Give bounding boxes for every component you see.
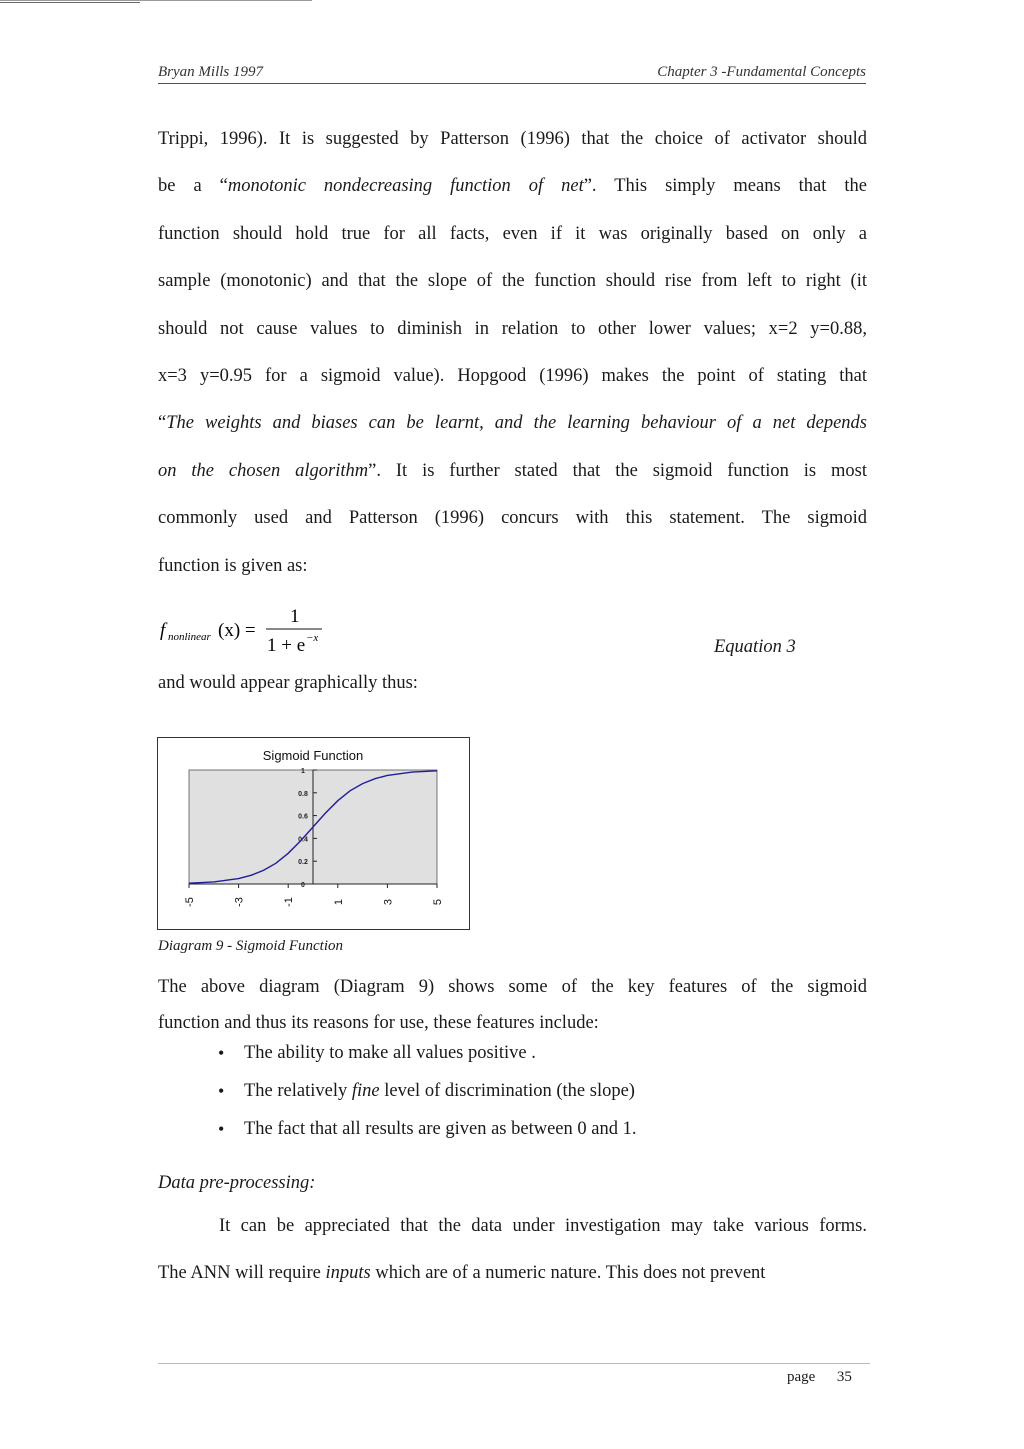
text-line: be a “monotonic nondecreasing function of net”. This simply means that the: [158, 176, 867, 197]
header-rule: [158, 83, 866, 84]
paragraph-activator: [158, 116, 867, 590]
list-item-text: The relatively fine level of discrimination (the slope): [244, 1081, 635, 1101]
page-label: page: [787, 1369, 816, 1385]
italic-text: monotonic nondecreasing function of net: [227, 176, 584, 197]
eq-subscript: nonlinear: [168, 631, 211, 643]
y-tick-label: 0.2: [298, 859, 308, 867]
text-line: commonly used and Patterson (1996) concurs with this statement. The sigmoid: [158, 508, 867, 529]
text-line: should not cause values to diminish in relation to other lower values; x=2 y=0.88,: [158, 318, 867, 339]
eq-f: f: [160, 620, 166, 641]
chart-title: Sigmoid Function: [262, 748, 364, 763]
page-footer: [787, 1369, 852, 1386]
header-chapter: Chapter 3 -Fundamental Concepts: [657, 64, 866, 80]
italic-text: on the chosen algorithm: [158, 460, 369, 481]
text-line: It can be appreciated that the data under investigation may take various forms.: [219, 1216, 867, 1236]
diagram-caption: Diagram 9 - Sigmoid Function: [158, 938, 343, 954]
section-heading: Data pre-processing:: [158, 1173, 316, 1193]
sigmoid-chart: [157, 737, 470, 930]
header-author: Bryan Mills 1997: [158, 64, 263, 80]
x-tick-label: 1: [332, 898, 345, 906]
list-item: [218, 1116, 636, 1154]
y-tick-label: 0.8: [298, 790, 308, 798]
text-line: function and thus its reasons for use, these features include:: [158, 1013, 599, 1033]
eq-denominator: 1 + e: [267, 635, 306, 656]
text-line: function should hold true for all facts, even if it was originally based on only a: [158, 223, 867, 244]
feature-list: [218, 1040, 636, 1154]
text-line: sample (monotonic) and that the slope of the function should rise from left to right (it: [158, 271, 867, 292]
paragraph-preprocessing: [158, 1203, 867, 1298]
list-item: [218, 1040, 636, 1078]
y-tick-label: 0.4: [298, 836, 308, 844]
top-edge-line-dark: [0, 2, 140, 3]
eq-arg: (x) =: [218, 620, 256, 641]
text-line: The above diagram (Diagram 9) shows some of the key features of the sigmoid: [158, 977, 867, 997]
italic-text: inputs: [325, 1263, 371, 1284]
top-edge-line: [0, 0, 312, 1]
x-tick-label: -1: [283, 897, 296, 907]
equation-label: Equation 3: [714, 637, 796, 657]
text-line: x=3 y=0.95 for a sigmoid value). Hopgood (1996) makes the point of stating that: [158, 365, 867, 386]
graph-intro-text: and would appear graphically thus:: [158, 673, 418, 693]
equation-graphic: [160, 600, 350, 660]
x-tick-label: 3: [382, 898, 395, 906]
list-item-text: The fact that all results are given as between 0 and 1.: [244, 1119, 637, 1139]
eq-exponent: −x: [306, 632, 319, 644]
sigmoid-equation: [160, 600, 350, 665]
list-item-text: The ability to make all values positive .: [244, 1043, 536, 1063]
footer-rule: [158, 1363, 870, 1364]
italic-text: fine: [351, 1081, 380, 1101]
text-line: function is given as:: [158, 555, 308, 576]
y-tick-label: 1: [301, 768, 305, 775]
text-line: The ANN will require inputs which are of a numeric nature. This does not prevent: [158, 1263, 766, 1284]
y-tick-label: 0.6: [298, 813, 308, 821]
x-tick-label: -5: [184, 897, 196, 907]
bullet-icon: •: [218, 1043, 225, 1063]
list-item: [218, 1078, 636, 1116]
bullet-icon: •: [218, 1119, 225, 1139]
page-number: 35: [836, 1369, 852, 1385]
text-line: Trippi, 1996). It is suggested by Patterson (1996) that the choice of activator should: [158, 129, 867, 149]
x-tick-label: -3: [233, 897, 246, 907]
bullet-icon: •: [218, 1081, 225, 1101]
chart-svg: [158, 738, 469, 929]
x-tick-label: 5: [432, 898, 444, 906]
italic-text: The weights and biases can be learnt, and the learning behaviour of a net depends: [166, 413, 867, 434]
eq-numerator: 1: [290, 606, 300, 627]
paragraph-features: [158, 969, 867, 1041]
text-line: “The weights and biases can be learnt, and the learning behaviour of a net depends: [158, 413, 867, 434]
text-line: on the chosen algorithm”. It is further stated that the sigmoid function is most: [158, 460, 867, 481]
y-tick-label: 0: [301, 882, 305, 889]
